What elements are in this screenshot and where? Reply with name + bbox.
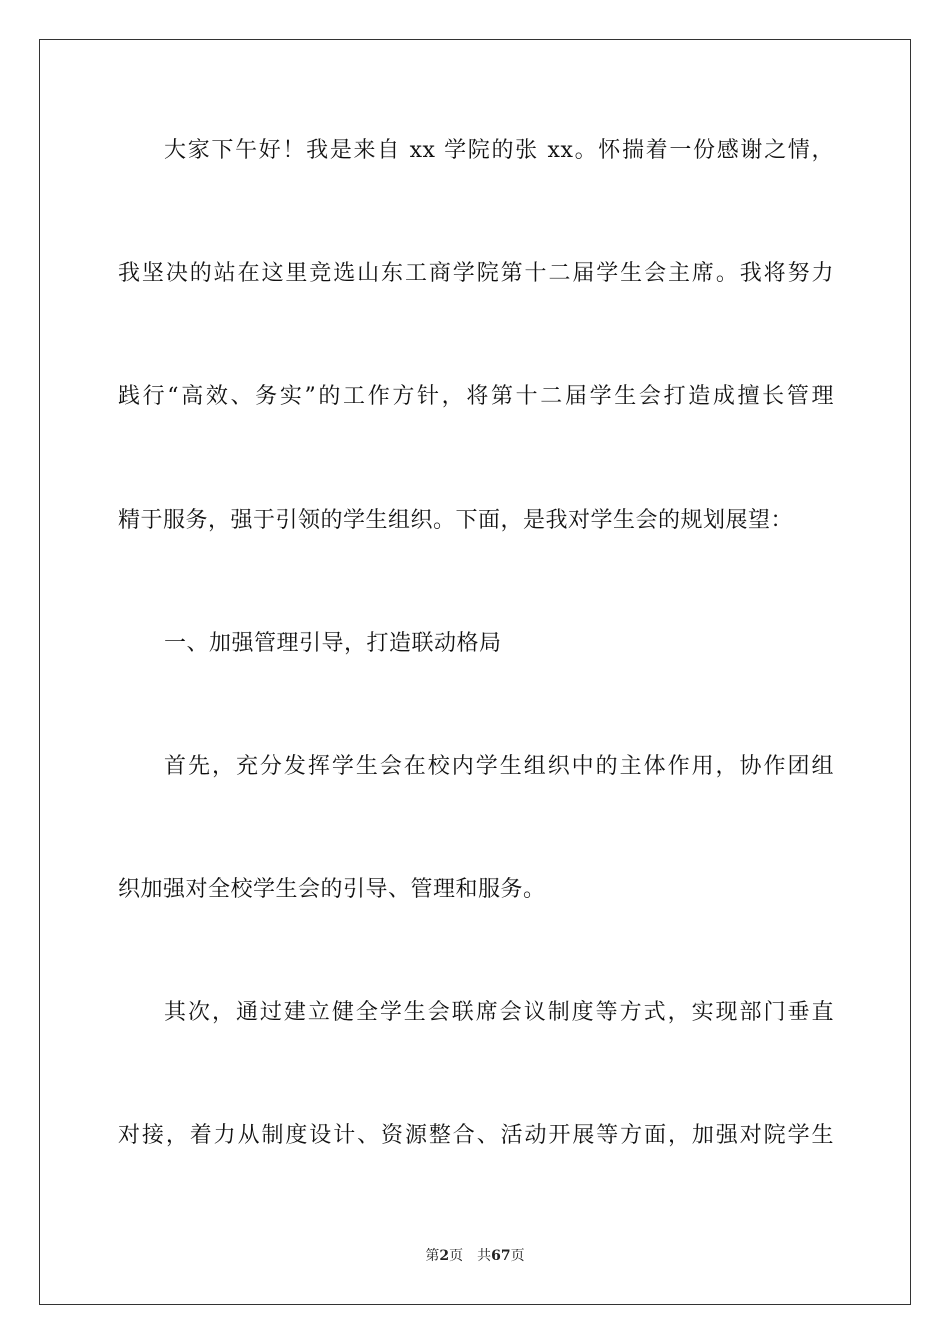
paragraph-line-1: 大家下午好！我是来自 xx 学院的张 xx。怀揣着一份感谢之情， <box>164 138 834 163</box>
paragraph-line-9: 对接，着力从制度设计、资源整合、活动开展等方面，加强对院学生 <box>118 1123 834 1148</box>
paragraph-line-4: 精于服务，强于引领的学生组织。下面，是我对学生会的规划展望： <box>118 508 794 533</box>
paragraph-line-3: 践行“高效、务实”的工作方针，将第十二届学生会打造成擅长管理 <box>118 384 834 409</box>
paragraph-line-6: 首先，充分发挥学生会在校内学生组织中的主体作用，协作团组 <box>164 754 834 779</box>
page-footer <box>0 1246 950 1266</box>
section-heading: 一、加强管理引导，打造联动格局 <box>164 631 502 656</box>
paragraph-line-2: 我坚决的站在这里竞选山东工商学院第十二届学生会主席。我将努力 <box>118 261 834 286</box>
footer-page-prefix: 第 <box>425 1248 440 1264</box>
footer-page-number: 2 <box>439 1248 450 1264</box>
page-frame <box>39 39 911 1305</box>
footer-total-suffix: 页 <box>510 1248 525 1264</box>
footer-page-suffix: 页 <box>449 1248 464 1264</box>
paragraph-line-8: 其次，通过建立健全学生会联席会议制度等方式，实现部门垂直 <box>164 1000 834 1025</box>
paragraph-line-7: 织加强对全校学生会的引导、管理和服务。 <box>118 877 546 902</box>
footer-total-prefix: 共 <box>477 1248 492 1264</box>
footer-total-pages: 67 <box>491 1248 511 1264</box>
